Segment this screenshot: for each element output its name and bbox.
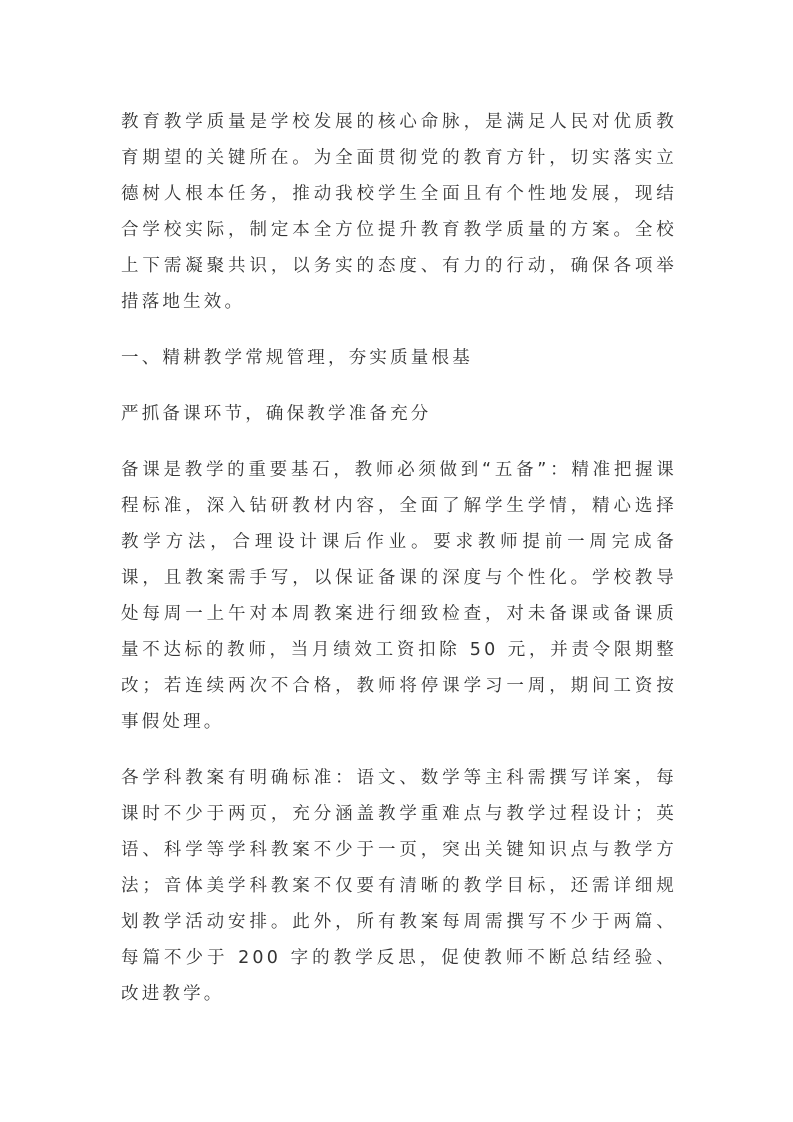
subsection-heading: 严抓备课环节，确保教学准备充分	[121, 404, 432, 424]
section-heading: 一、精耕教学常规管理，夯实质量根基	[121, 348, 473, 368]
intro-paragraph: 教育教学质量是学校发展的核心命脉，是满足人民对优质教育期望的关键所在。为全面贯彻党的教育方针，切实落实立德树人根本任务，推动我校学生全面且有个性地发展，现结合学校实际，制定本全方位提升教育教学质量的方案。全校上下需凝聚共识，以务实的态度、有力的行动，确保各项举措落地生效。	[121, 112, 677, 312]
document-page	[121, 104, 677, 1032]
body-paragraph: 备课是教学的重要基石，教师必须做到“五备”：精准把握课程标准，深入钻研教材内容，全面了解学生学情，精心选择教学方法，合理设计课后作业。要求教师提前一周完成备课，且教案需手写，以保证备课的深度与个性化。学校教导处每周一上午对本周教案进行细致检查，对未备课或备课质量不达标的教师，当月绩效工资扣除 50 元，并责令限期整改；若连续两次不合格，教师将停课学习一周，期间工资按事假处理。	[121, 460, 677, 732]
body-paragraph: 各学科教案有明确标准：语文、数学等主科需撰写详案，每课时不少于两页，充分涵盖教学重难点与教学过程设计；英语、科学等学科教案不少于一页，突出关键知识点与教学方法；音体美学科教案不仅要有清晰的教学目标，还需详细规划教学活动安排。此外，所有教案每周需撰写不少于两篇、每篇不少于 200 字的教学反思，促使教师不断总结经验、改进教学。	[121, 768, 677, 1004]
